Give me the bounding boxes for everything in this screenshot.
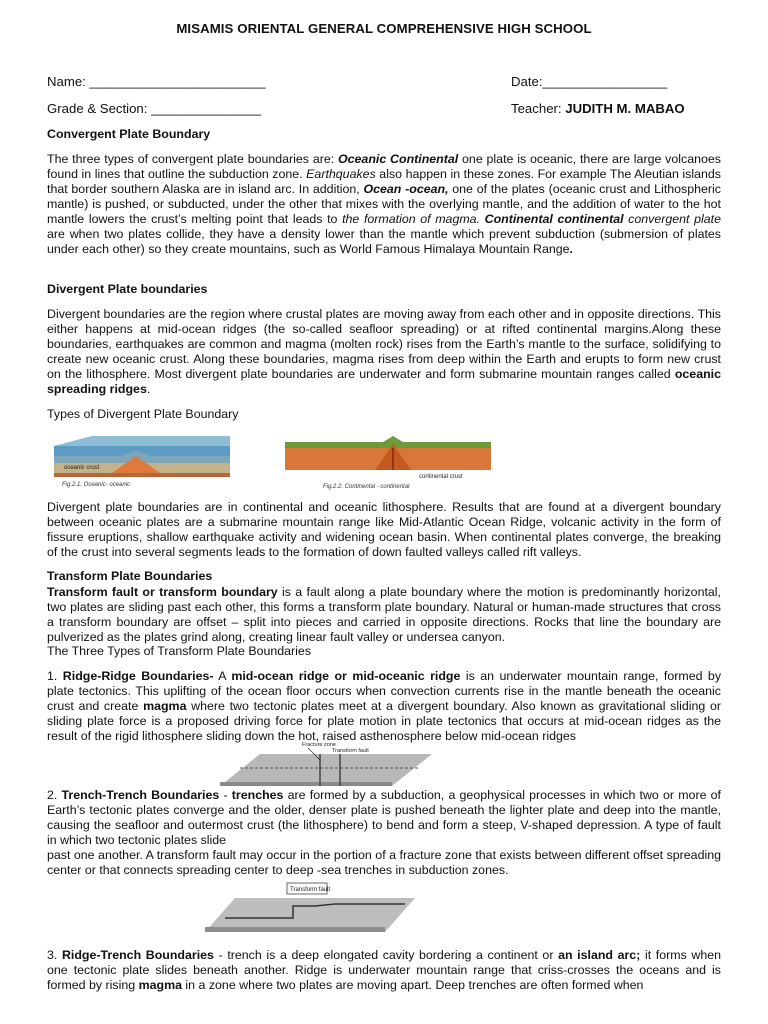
divergent-types-label: Types of Divergent Plate Boundary — [47, 407, 239, 421]
transform-fault-figure — [205, 880, 415, 934]
teacher-label: Teacher: — [511, 101, 566, 116]
ridge-trench-item: 3. Ridge-Trench Boundaries - trench is a deep elongated cavity bordering a continent or an island arc; it forms when one tectonic plate slides beneath another. Ridge is underwater mountain range that criss-crosses the oceans and is formed by rising magma in a zone where two plates are moving apart. Deep trenches are often formed when — [47, 948, 721, 992]
school-title: MISAMIS ORIENTAL GENERAL COMPREHENSIVE HIGH SCHOOL — [176, 21, 592, 36]
convergent-heading: Convergent Plate Boundary — [47, 127, 211, 141]
transform-types-label: The Three Types of Transform Plate Boundaries — [47, 644, 312, 658]
transform-heading: Transform Plate Boundaries — [47, 569, 213, 583]
grade-section-field[interactable]: Grade & Section: _______________ — [47, 101, 262, 116]
continental-continental-figure — [283, 434, 493, 490]
fig1-caption: Fig.2.1. Oceanic- oceanic — [62, 482, 131, 488]
teacher-field — [511, 101, 685, 116]
fig2-label: continental crust — [419, 474, 463, 480]
transform-paragraph: Transform fault or transform boundary is a fault along a plate boundary where the motion is predominantly horizontal, two plates are sliding past each other, this forms a transform plate boundary. Natural or human-made structures that cross a transform boundary are offset – split into pieces and carried in opposite directions. Rocks that line the boundary are pulverized as the plates grind along, creating linear fault valley or undersea canyon. — [47, 585, 721, 644]
fig3-label-2: Transform fault — [332, 748, 369, 754]
divergent-paragraph-2: Divergent plate boundaries are in continental and oceanic lithosphere. Results that are found at a divergent boundary between oceanic plates are a submarine mountain range like Mid-Atlantic Ocean Ridge, volcanic activity in the form of fissure eruptions, shallow earthquake activity and widening ocean basin. When continental plates converge, the breaking of the crust into several segments leads to the formation of down faulted valleys called rift valleys. — [47, 500, 721, 559]
trench-trench-item: 2. Trench-Trench Boundaries - trenches are formed by a subduction, a geophysical processes in which two or more of Earth’s tectonic plates converge and the older, denser plate is pushed beneath the lighter plate and deep into the mantle, causing the seafloor and outermost crust (the lithosphere) to bend and form a steep, V-shaped depression. A type of fault in which two tectonic plates slide past one another. A transform fault may occur in the portion of a fracture zone that exists between different offset spreading center or that connects spreading center to deep -sea trenches in subduction zones. — [47, 788, 721, 877]
fig2-caption: Fig.2.2. Continental - continental — [323, 484, 410, 490]
oceanic-oceanic-figure — [52, 432, 232, 490]
name-field[interactable]: Name: ________________________ — [47, 74, 266, 89]
fig3-label-1: Fracture zone — [302, 742, 336, 748]
teacher-name: JUDITH M. MABAO — [565, 101, 685, 116]
fig1-label: oceanic crust — [64, 465, 100, 471]
divergent-heading: Divergent Plate boundaries — [47, 282, 208, 296]
ridge-ridge-figure — [220, 740, 432, 787]
ridge-ridge-item: 1. Ridge-Ridge Boundaries- A mid-ocean ridge or mid-oceanic ridge is an underwater mountain range, formed by plate tectonics. This uplifting of the ocean floor occurs when convection currents rise in the mantle beneath the oceanic crust and create magma where two tectonic plates meet at a divergent boundary. Also known as gravitational sliding or sliding plate force is a proposed driving force for plate motion in plate tectonics that occurs at mid-ocean ridges as the result of the rigid lithosphere sliding down the hot, raised asthenosphere below mid-ocean ridges — [47, 669, 722, 743]
convergent-paragraph: The three types of convergent plate boundaries are: Oceanic Continental one plate is oceanic, there are large volcanoes found in lines that outline the subduction zone. Earthquakes also happen in these zones. For example The Aleutian islands that border southern Alaska are in island arc. In addition, Ocean -ocean, one of the plates (oceanic crust and Lithospheric mantle) is pushed, or subducted, under the other that mixes with the overlying mantle, and the addition of water to the hot mantle lowers the crust’s melting point that leads to the formation of magma. Continental continental convergent plate are when two plates collide, they have a density lower than the mantle which prevent subduction (submersion of plates under each other) so they create mountains, such as World Famous Himalaya Mountain Range. — [47, 152, 722, 256]
fig4-label: Transform fault — [290, 887, 331, 893]
divergent-paragraph: Divergent boundaries are the region where crustal plates are moving away from each other and in opposite directions. This either happens at mid-ocean ridges (the so-called seafloor spreading) or at rifted continental margins.Along these boundaries, earthquakes are common and magma (molten rock) rises from the Earth’s mantle to the surface, solidifying to create new oceanic crust. Along these boundaries, magma rises from deep within the Earth and erupts to form new crust on the lithosphere. Most divergent plate boundaries are underwater and form submarine mountain ranges called oceanic spreading ridges. — [47, 307, 721, 396]
date-field[interactable]: Date:_________________ — [511, 74, 668, 89]
